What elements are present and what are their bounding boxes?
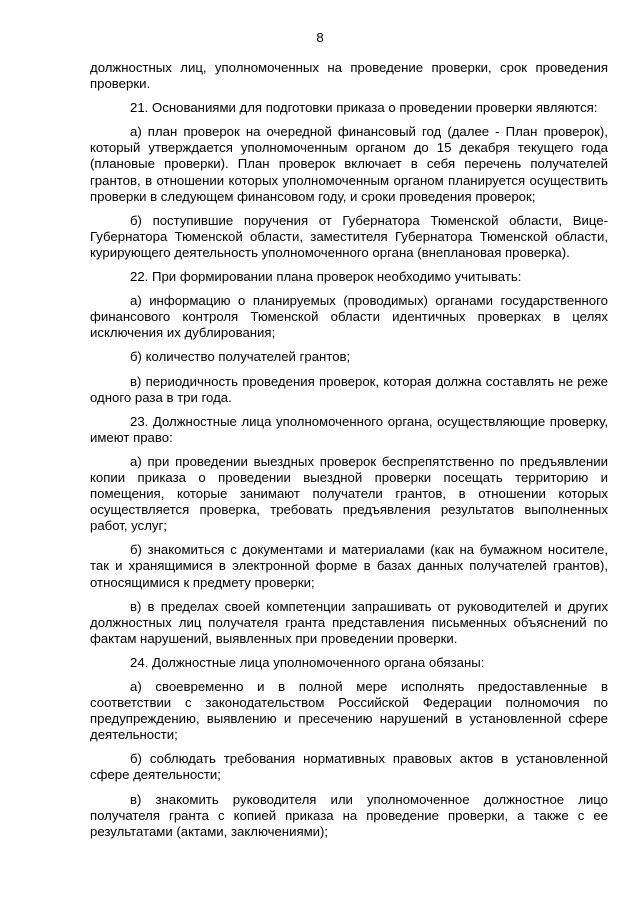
- paragraph: должностных лиц, уполномоченных на проведение проверки, срок проведения проверки.: [90, 60, 608, 92]
- paragraph: в) знакомить руководителя или уполномоченное должностное лицо получателя гранта с копией приказа на проведение проверки, а также с ее результатами (актами, заключениями);: [90, 791, 608, 839]
- paragraph: а) при проведении выездных проверок беспрепятственно по предъявлении копии приказа о проведении выездной проверки посещать территорию и помещения, которые занимают получатели грантов, в отношении которых осуществляется проверка, требовать предъявления результатов выполненных работ, услуг;: [90, 453, 608, 534]
- paragraph: а) информацию о планируемых (проводимых) органами государственного финансового контроля Тюменской области идентичных проверках в целях исключения их дублирования;: [90, 293, 608, 341]
- paragraph: б) поступившие поручения от Губернатора Тюменской области, Вице-Губернатора Тюменской области, заместителя Губернатора Тюменской области, курирующего деятельность уполномоченного органа (внеплановая проверка).: [90, 212, 608, 260]
- paragraph: 22. При формировании плана проверок необходимо учитывать:: [130, 269, 522, 285]
- paragraph: а) план проверок на очередной финансовый год (далее - План проверок), который утверждается уполномоченным органом до 15 декабря текущего года (плановые проверки). План проверок включает в себя перечень получателей грантов, в отношении которых уполномоченным органом планируется осуществить проверки в следующем финансовом году, и сроки проведения проверок;: [90, 124, 608, 204]
- paragraph: б) соблюдать требования нормативных правовых актов в установленной сфере деятельности;: [90, 751, 608, 783]
- page-number: 8: [316, 30, 324, 45]
- paragraph: 23. Должностные лица уполномоченного органа, осуществляющие проверку, имеют право:: [90, 413, 608, 445]
- paragraph: 21. Основаниями для подготовки приказа о проведении проверки являются:: [130, 100, 598, 116]
- document-body: [90, 60, 608, 848]
- paragraph: б) количество получателей грантов;: [130, 349, 351, 365]
- paragraph: 24. Должностные лица уполномоченного органа обязаны:: [130, 654, 485, 670]
- paragraph: а) своевременно и в полной мере исполнять предоставленные в соответствии с законодательством Российской Федерации полномочия по предупреждению, выявлению и пресечению нарушений в установленной сфере деятельности;: [90, 679, 608, 743]
- paragraph: б) знакомиться с документами и материалами (как на бумажном носителе, так и хранящимися в электронной форме в базах данных получателей грантов), относящимися к предмету проверки;: [90, 542, 608, 590]
- paragraph: в) периодичность проведения проверок, которая должна составлять не реже одного раза в три года.: [90, 373, 608, 405]
- paragraph: в) в пределах своей компетенции запрашивать от руководителей и других должностных лиц получателя гранта представления письменных объяснений по фактам нарушений, выявленных при проведении проверки.: [90, 598, 608, 646]
